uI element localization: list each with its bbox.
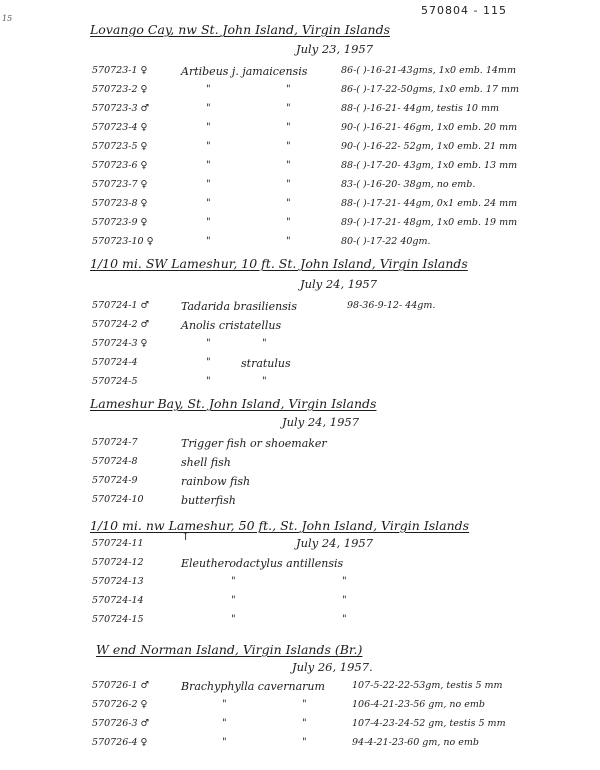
collection-date: July 26, 1957. — [292, 660, 373, 674]
specimen-id: 570723-10 ♀ — [92, 236, 154, 247]
ditto-mark: " — [342, 576, 347, 587]
specimen-id: 570724-8 — [92, 456, 138, 467]
specimen-row — [0, 65, 600, 81]
specimen-row — [0, 160, 600, 176]
specimen-id: 570724-11 — [92, 538, 144, 549]
ditto-mark: " — [206, 376, 211, 387]
ditto-mark: " — [231, 595, 236, 606]
ditto-mark: " — [262, 376, 267, 387]
ditto-mark: " — [206, 84, 211, 95]
ditto-mark: " — [222, 699, 227, 710]
species-name: Eleutherodactylus antillensis — [181, 557, 344, 570]
specimen-row — [0, 437, 600, 453]
measurements: 83-( )-16-20- 38gm, no emb. — [341, 179, 476, 190]
specimen-id: 570726-4 ♀ — [92, 737, 148, 748]
measurements: 88-( )-17-21- 44gm, 0x1 emb. 24 mm — [341, 198, 518, 209]
ditto-mark: " — [286, 103, 291, 114]
specimen-id: 570723-7 ♀ — [92, 179, 148, 190]
specimen-id: 570723-6 ♀ — [92, 160, 148, 171]
specimen-row — [0, 122, 600, 138]
measurements: 86-( )-16-21-43gms, 1x0 emb. 14mm — [341, 65, 516, 76]
specimen-row — [0, 699, 600, 715]
specimen-row — [0, 217, 600, 233]
species-name: Anolis cristatellus — [181, 319, 282, 332]
specimen-row — [0, 538, 600, 554]
measurements: 90-( )-16-21- 46gm, 1x0 emb. 20 mm — [341, 122, 518, 133]
specimen-row — [0, 338, 600, 354]
measurements: 80-( )-17-22 40gm. — [341, 236, 431, 247]
ditto-mark: " — [231, 614, 236, 625]
measurements: 98-36-9-12- 44gm. — [347, 300, 436, 311]
ditto-mark: " — [206, 179, 211, 190]
measurements: 88-( )-17-20- 43gm, 1x0 emb. 13 mm — [341, 160, 518, 171]
specimen-row — [0, 141, 600, 157]
specimen-row — [0, 103, 600, 119]
specimen-id: 570724-12 — [92, 557, 144, 568]
specimen-row — [0, 456, 600, 472]
locality-heading: Lameshur Bay, St. John Island, Virgin Islands — [90, 396, 377, 411]
specimen-row — [0, 84, 600, 100]
ditto-mark: " — [206, 103, 211, 114]
ditto-mark: " — [286, 236, 291, 247]
measurements: 89-( )-17-21- 48gm, 1x0 emb. 19 mm — [341, 217, 518, 228]
ditto-mark: " — [286, 179, 291, 190]
specimen-id: 570723-2 ♀ — [92, 84, 148, 95]
specimen-id: 570724-4 — [92, 357, 138, 368]
collection-date: July 24, 1957 — [282, 415, 360, 429]
locality-heading: W end Norman Island, Virgin Islands (Br.) — [96, 642, 363, 657]
ditto-mark: " — [206, 338, 211, 349]
specimen-id: 570724-14 — [92, 595, 144, 606]
specimen-row — [0, 718, 600, 734]
measurements: 94-4-21-23-60 gm, no emb — [352, 737, 479, 748]
catalog-number: 570804 - 115 — [421, 4, 507, 17]
measurements: 90-( )-16-22- 52gm, 1x0 emb. 21 mm — [341, 141, 518, 152]
ditto-mark: " — [222, 737, 227, 748]
specimen-id: 570724-5 — [92, 376, 138, 387]
ditto-mark: " — [206, 236, 211, 247]
specimen-id: 570723-8 ♀ — [92, 198, 148, 209]
ditto-mark: " — [206, 122, 211, 133]
locality-heading: 1/10 mi. nw Lameshur, 50 ft., St. John Island, Virgin Islands — [90, 518, 470, 533]
species-name: shell fish — [181, 456, 231, 469]
species-name: Tadarida brasiliensis — [181, 300, 297, 313]
ditto-mark: " — [302, 718, 307, 729]
ditto-mark: " — [286, 217, 291, 228]
ditto-mark: " — [286, 198, 291, 209]
specimen-row — [0, 680, 600, 696]
ditto-mark: " — [286, 160, 291, 171]
specimen-row — [0, 475, 600, 491]
specimen-id: 570723-9 ♀ — [92, 217, 148, 228]
species-name: rainbow fish — [181, 475, 251, 488]
specimen-id: 570723-5 ♀ — [92, 141, 148, 152]
ditto-mark: " — [206, 141, 211, 152]
measurements: 106-4-21-23-56 gm, no emb — [352, 699, 485, 710]
ditto-mark: " — [342, 614, 347, 625]
collection-date: July 24, 1957 — [296, 536, 374, 550]
specimen-id: 570724-15 — [92, 614, 144, 625]
measurements: 107-4-23-24-52 gm, testis 5 mm — [352, 718, 506, 729]
specimen-id: 570724-9 — [92, 475, 138, 486]
specimen-row — [0, 614, 600, 630]
ditto-mark: " — [262, 338, 267, 349]
specimen-id: 570723-4 ♀ — [92, 122, 148, 133]
specimen-id: 570723-3 ♂ — [92, 103, 150, 114]
specimen-row — [0, 300, 600, 316]
specimen-row — [0, 236, 600, 252]
ditto-mark: " — [302, 699, 307, 710]
specimen-row — [0, 357, 600, 373]
species-name: Brachyphylla cavernarum — [181, 680, 325, 693]
specimen-id: 570723-1 ♀ — [92, 65, 148, 76]
specimen-id: 570726-3 ♂ — [92, 718, 150, 729]
ditto-mark: " — [206, 217, 211, 228]
specimen-row — [0, 179, 600, 195]
ditto-mark: " — [206, 357, 211, 368]
specimen-row — [0, 557, 600, 573]
measurements: 86-( )-17-22-50gms, 1x0 emb. 17 mm — [341, 84, 519, 95]
specimen-id: 570724-13 — [92, 576, 144, 587]
specimen-id: 570724-3 ♀ — [92, 338, 148, 349]
specimen-id: 570724-10 — [92, 494, 144, 505]
specimen-id: 570726-1 ♂ — [92, 680, 150, 691]
species-name: stratulus — [241, 357, 291, 370]
collection-date: July 23, 1957 — [296, 42, 374, 56]
measurements: 107-5-22-22-53gm, testis 5 mm — [352, 680, 503, 691]
arrow-up-icon: ↑ — [181, 530, 191, 543]
specimen-id: 570726-2 ♀ — [92, 699, 148, 710]
ditto-mark: " — [222, 718, 227, 729]
locality-heading: Lovango Cay, nw St. John Island, Virgin Islands — [90, 22, 390, 37]
collection-date: July 24, 1957 — [300, 277, 378, 291]
ditto-mark: " — [302, 737, 307, 748]
specimen-id: 570724-2 ♂ — [92, 319, 150, 330]
specimen-row — [0, 576, 600, 592]
ditto-mark: " — [286, 141, 291, 152]
specimen-row — [0, 198, 600, 214]
margin-page-number: 15 — [2, 14, 13, 23]
ditto-mark: " — [286, 122, 291, 133]
ditto-mark: " — [286, 84, 291, 95]
specimen-id: 570724-1 ♂ — [92, 300, 150, 311]
ditto-mark: " — [231, 576, 236, 587]
ditto-mark: " — [206, 198, 211, 209]
measurements: 88-( )-16-21- 44gm, testis 10 mm — [341, 103, 499, 114]
specimen-id: 570724-7 — [92, 437, 138, 448]
specimen-row — [0, 494, 600, 510]
species-name: Trigger fish or shoemaker — [181, 437, 327, 450]
ditto-mark: " — [206, 160, 211, 171]
specimen-row — [0, 319, 600, 335]
species-name: butterfish — [181, 494, 236, 507]
specimen-row — [0, 376, 600, 392]
locality-heading: 1/10 mi. SW Lameshur, 10 ft. St. John Island, Virgin Islands — [90, 256, 468, 271]
specimen-row — [0, 595, 600, 611]
species-name: Artibeus j. jamaicensis — [181, 65, 308, 78]
ditto-mark: " — [342, 595, 347, 606]
specimen-row — [0, 737, 600, 753]
